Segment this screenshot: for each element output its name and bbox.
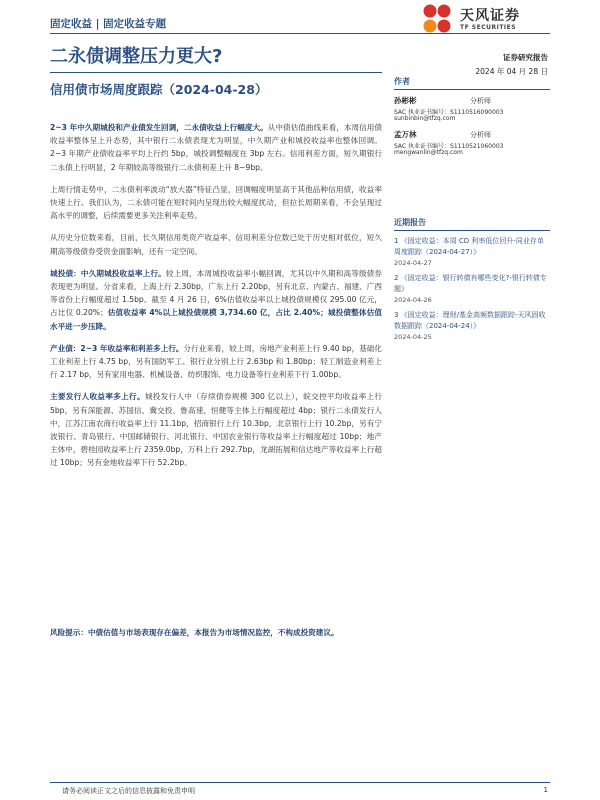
industry-bond-text: 分行业来看，较上周，房地产业利差上行 9.40 bp，基础化工业利差上行 4.75 bp，另有国防军工、银行业分别上行 2.63bp 和 1.80bp；轻工制造业利差上行 2.17 bp，另有家用电器、机械设备、纺织服饰、电力设备等行业利差下行 1.00bp。 [50, 343, 382, 380]
author-card [394, 129, 550, 163]
summary-paragraph [50, 121, 382, 174]
summary-text: 从中债估值曲线来看，本周信用债收益率整体呈上升态势，其中银行二永债表现尤为明显，中久期产业和城投收益率也整体回调。2~3 年期产业债收益率平均上行约 5bp，城投调整幅度在 3bp 左右。信用利差方面，短久期银行二永债上行明显，2 年期较高等级银行二永债利差上升 8~9bp。 [50, 123, 382, 172]
footer-divider [50, 782, 550, 783]
market-view-paragraph: 上周行情走势中，二永债利率波动“放大器”特征凸显，回调幅度明显高于其他品种信用债，收益率快速上行。我们认为，二永债可能在短时间内呈现出较大幅度扰动，但拉长周期来看，不会呈现过高水平的调整，后续需要更多关注利率走势。 [50, 184, 382, 221]
author-email[interactable]: mengwanlin@tfzq.com [394, 149, 463, 156]
header-divider [50, 33, 550, 34]
author-role: 分析师 [470, 97, 491, 105]
author-sac: SAC 执业证书编号：S1110516090003 [394, 109, 504, 116]
report-body [50, 121, 382, 479]
page-number: 1 [543, 786, 548, 794]
breadcrumb: 固定收益 | 固定收益专题 [50, 18, 167, 30]
percentile-paragraph: 从历史分位数来看，目前，长久期信用类资产收益率、信用利差分位数已处于历史相对低位，短久期高等级债券受资金面影响，还有一定空间。 [50, 233, 382, 256]
recent-report-date: 2024-04-26 [394, 296, 432, 304]
page-title: 二永债调整压力更大? [50, 46, 223, 67]
issuer-text: 城投发行人中（存续债券规模 300 亿以上），皖交控平均收益率上行 5bp，另有深能源、苏国信、冀交投、鲁高速、恒健等主体上行幅度超过 4bp；银行二永债发行人中，江苏江南农商行收益率上行 11.1bp，招商银行上行 10.3bp，北京银行上行 10.2bp，另有宁波银行、青岛银行、中国邮储银行、河北银行、中国农业银行等收益率上行幅度超过 10bp；地产主体中，碧桂园收益率上行 2359.0bp，万科上行 292.7bp，龙湖拓展和信达地产等收益率上行超过 10bp；另有金地收益率下行 52.2bp。 [50, 392, 382, 468]
page-header [50, 8, 550, 34]
logo-name: 天风证券 [460, 8, 520, 24]
risk-warning: 风险提示：中债估值与市场表现存在偏差，本报告为市场情况监控，不构成投资建议。 [50, 628, 339, 637]
urban-bond-lead: 城投债：中久期城投收益率上行。 [50, 268, 166, 278]
company-logo [420, 2, 550, 36]
recent-report-title[interactable]: 3 《固定收益：理财/基金高频数据跟踪-天风固收数据跟踪（2024-04-24）》 [394, 311, 546, 330]
recent-report-title[interactable]: 2 《固定收益：银行转债有哪些变化?-银行转债专题》 [394, 274, 547, 293]
summary-lead: 2~3 年中久期城投和产业债发生回调，二永债收益上行幅度大。 [50, 123, 268, 132]
author-role: 分析师 [470, 131, 491, 139]
recent-report-link[interactable] [394, 273, 550, 306]
industry-bond-paragraph [50, 342, 382, 382]
authors-heading: 作者 [394, 76, 550, 90]
recent-report-link[interactable] [394, 310, 550, 343]
industry-bond-lead: 产业债：2~3 年收益率和利差多上行。 [50, 343, 184, 353]
logo-mark-icon [420, 2, 456, 36]
urban-bond-text: 较上周，本周城投收益率小幅回调，尤其以中久期和高等级债券表现更为明显。分省来看，上海上行 2.30bp，广东上行 2.20bp，另有北京、内蒙古、福建、广西等省份上行幅度超过 1.5bp。截至 4 月 26 日，6%估值收益率以上城投债规模仅 295.00 亿元，占比仅 0.20%； [50, 268, 382, 318]
author-card [394, 95, 550, 129]
sidebar [394, 76, 550, 347]
urban-bond-paragraph [50, 267, 382, 333]
author-name: 孙彬彬 [394, 96, 417, 105]
author-sac: SAC 执业证书编号：S1110521060003 [394, 143, 504, 150]
page-subtitle: 信用债市场周度跟踪（2024-04-28） [50, 82, 268, 97]
recent-report-date: 2024-04-25 [394, 333, 432, 341]
author-email[interactable]: sunbinbin@tfzq.com [394, 115, 456, 122]
logo-english: TF SECURITIES [460, 24, 517, 31]
title-divider [50, 72, 382, 73]
report-type: 证券研究报告 [503, 53, 548, 62]
report-date: 2024 年 04 月 28 日 [475, 67, 548, 76]
author-name: 孟万林 [394, 130, 417, 139]
recent-reports-heading: 近期报告 [394, 217, 550, 231]
issuer-lead: 主要发行人收益率多上行。 [50, 392, 145, 402]
recent-report-link[interactable] [394, 236, 550, 269]
issuer-paragraph [50, 390, 382, 469]
recent-report-title[interactable]: 1 《固定收益：本周 CD 利率低位回升-同业存单周度跟踪（2024-04-27）》 [394, 237, 544, 256]
footer-disclaimer: 请务必阅读正文之后的信息披露和免责申明 [62, 787, 195, 795]
recent-report-date: 2024-04-27 [394, 259, 432, 267]
urban-bond-highlight: 估值收益率 4%以上城投债规模 3,734.60 亿，占比 2.40%；城投债整体估值水平进一步压降。 [50, 308, 382, 331]
